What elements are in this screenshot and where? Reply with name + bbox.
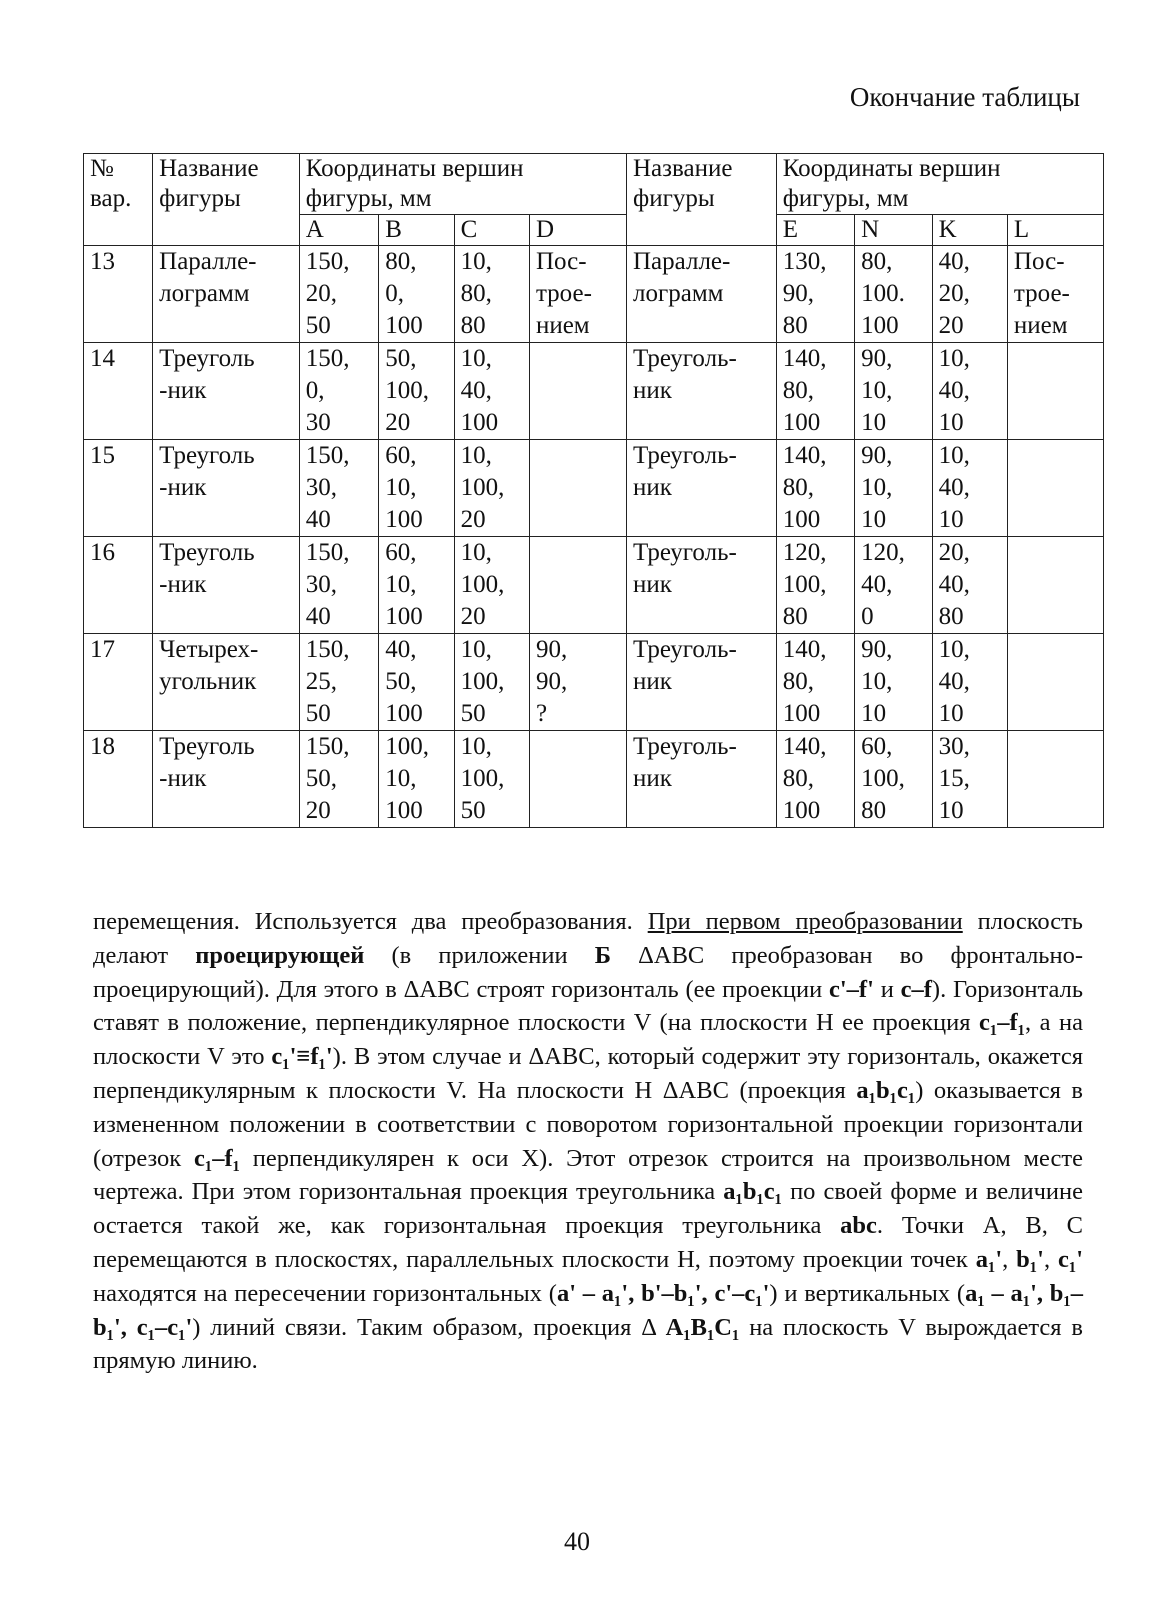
table-body xyxy=(84,246,1104,828)
header-variant: № вар. xyxy=(84,154,153,246)
table-cell: 150, 20, 50 xyxy=(299,246,378,343)
table-cell: 90, 10, 10 xyxy=(855,343,932,440)
header-coordinates-1: Координаты вершин фигуры, мм xyxy=(299,154,626,215)
text-run: на плоскость V вырождается в прямую линию. xyxy=(93,1313,1084,1375)
table-cell: Треуголь- ник xyxy=(627,731,777,828)
table-cell: 150, 0, 30 xyxy=(299,343,378,440)
bold-term: проецирующей xyxy=(195,941,365,969)
text-run: , xyxy=(1043,1245,1058,1273)
table-row xyxy=(84,343,1104,440)
text-run: . Точки A, B, C перемещаются в плоскостях, параллельных плоскости H, поэтому проекции точек xyxy=(93,1212,1083,1273)
text-run: находятся на пересечении горизонтальных ( xyxy=(93,1279,557,1307)
paragraph-text xyxy=(93,905,1083,1378)
table-cell: 10, 40, 100 xyxy=(454,343,529,440)
table-cell: 18 xyxy=(84,731,153,828)
table-cell: 10, 40, 10 xyxy=(932,634,1007,731)
table-cell: 150, 30, 40 xyxy=(299,440,378,537)
bold-term: A₁B₁C₁ xyxy=(665,1313,740,1341)
table-caption: Окончание таблицы xyxy=(849,82,1080,112)
text-run: (в приложении xyxy=(364,941,595,969)
text-run: ) и вертикальных ( xyxy=(769,1279,966,1307)
header-vertex-e: E xyxy=(776,215,854,246)
table-row xyxy=(84,731,1104,828)
table-cell: Треуголь -ник xyxy=(153,343,300,440)
table-cell: 10, 100, 20 xyxy=(454,440,529,537)
table-cell: 80, 0, 100 xyxy=(379,246,454,343)
table-cell: 140, 80, 100 xyxy=(776,731,854,828)
table-cell: 17 xyxy=(84,634,153,731)
text-run: и xyxy=(873,975,901,1003)
table-cell xyxy=(1007,634,1103,731)
table-cell: 10, 100, 20 xyxy=(454,537,529,634)
text-run: ). В этом случае и ΔABC, который содержит эту горизонталь, окажется перпендикулярным к плоскости V. На плоскости H ΔABC (проекция xyxy=(93,1043,1083,1104)
table-cell: 30, 15, 10 xyxy=(932,731,1007,828)
table-cell xyxy=(1007,731,1103,828)
table-cell: 90, 90, ? xyxy=(529,634,626,731)
table-cell xyxy=(529,343,626,440)
table-cell: 40, 50, 100 xyxy=(379,634,454,731)
table-row xyxy=(84,537,1104,634)
text-run: ΔABC преобразован во фронтально-проецирующий). Для этого в ΔABC строят горизонталь (ее проекции xyxy=(93,941,1083,1003)
table-cell: 10, 40, 10 xyxy=(932,440,1007,537)
table-cell: 150, 50, 20 xyxy=(299,731,378,828)
table-cell: 60, 10, 100 xyxy=(379,440,454,537)
header-vertex-k: K xyxy=(932,215,1007,246)
bold-term: a₁b₁c₁ xyxy=(723,1178,783,1206)
table-cell: 60, 100, 80 xyxy=(855,731,932,828)
text-run: ). Горизонталь ставят в положение, перпендикулярное плоскости V (на плоскости H ее проекция xyxy=(93,975,1083,1037)
table-cell: Треуголь- ник xyxy=(627,343,777,440)
table-cell: 10, 100, 50 xyxy=(454,634,529,731)
coordinates-table xyxy=(83,153,1104,828)
table-cell: 40, 20, 20 xyxy=(932,246,1007,343)
table-cell: 50, 100, 20 xyxy=(379,343,454,440)
table-cell xyxy=(529,537,626,634)
table-cell: 16 xyxy=(84,537,153,634)
header-figure-name-1: Название фигуры xyxy=(153,154,300,246)
header-vertex-a: A xyxy=(299,215,378,246)
table-cell: 20, 40, 80 xyxy=(932,537,1007,634)
table-cell: 120, 40, 0 xyxy=(855,537,932,634)
table-cell: 80, 100. 100 xyxy=(855,246,932,343)
bold-term: a' – a₁', b'–b₁', c'–c₁' xyxy=(556,1279,770,1307)
bold-term: a₁b₁c₁ xyxy=(856,1076,916,1104)
table-cell: 90, 10, 10 xyxy=(855,634,932,731)
table-row xyxy=(84,440,1104,537)
table-cell: Треуголь- ник xyxy=(627,634,777,731)
bold-term: a₁ – a₁', b₁–b₁', c₁–c₁' xyxy=(93,1279,1083,1341)
table-cell: 120, 100, 80 xyxy=(776,537,854,634)
text-run: перемещения. Используется два преобразования. xyxy=(93,908,648,935)
table-cell: 140, 80, 100 xyxy=(776,343,854,440)
table-cell: Паралле- лограмм xyxy=(153,246,300,343)
table-cell: Четырех- угольник xyxy=(153,634,300,731)
bold-term: c–f xyxy=(900,975,932,1003)
bold-term: c₁–f₁ xyxy=(979,1009,1026,1037)
table-cell: 150, 25, 50 xyxy=(299,634,378,731)
table-cell: Треуголь -ник xyxy=(153,440,300,537)
table-cell xyxy=(529,731,626,828)
table-cell xyxy=(1007,537,1103,634)
bold-term: a₁' xyxy=(975,1245,1003,1273)
table-cell: 15 xyxy=(84,440,153,537)
header-vertex-n: N xyxy=(855,215,932,246)
table-cell: 150, 30, 40 xyxy=(299,537,378,634)
header-figure-name-2: Название фигуры xyxy=(627,154,777,246)
table-row xyxy=(84,246,1104,343)
table-cell: 140, 80, 100 xyxy=(776,634,854,731)
body-paragraph xyxy=(93,905,1083,1378)
bold-term: c₁' xyxy=(1057,1245,1083,1273)
bold-term: abc xyxy=(840,1212,877,1240)
table-cell: Пос- трое- нием xyxy=(529,246,626,343)
table-cell: Треуголь -ник xyxy=(153,537,300,634)
table-cell: Треуголь- ник xyxy=(627,537,777,634)
text-run: , а на плоскости V это xyxy=(93,1009,1083,1071)
bold-term: Б xyxy=(594,941,611,969)
table-cell: Треуголь- ник xyxy=(627,440,777,537)
table-cell: Треуголь -ник xyxy=(153,731,300,828)
text-run: ) линий связи. Таким образом, проекция Δ xyxy=(192,1313,666,1341)
header-coordinates-2: Координаты вершин фигуры, мм xyxy=(776,154,1103,215)
bold-term: b₁' xyxy=(1016,1245,1044,1273)
table-cell: 10, 80, 80 xyxy=(454,246,529,343)
table-cell: 90, 10, 10 xyxy=(855,440,932,537)
underlined-term: При первом преобразовании xyxy=(647,908,963,935)
table-cell: 60, 10, 100 xyxy=(379,537,454,634)
table-cell: 10, 40, 10 xyxy=(932,343,1007,440)
bold-term: c'–f' xyxy=(829,975,874,1003)
table-cell xyxy=(1007,343,1103,440)
table-cell xyxy=(529,440,626,537)
table-cell: 13 xyxy=(84,246,153,343)
page-number: 40 xyxy=(564,1527,590,1556)
text-run: перпендикулярен к оси X). Этот отрезок строится на произвольном месте чертежа. При этом горизонтальная проекция треугольника xyxy=(93,1144,1083,1206)
bold-term: c₁–f₁ xyxy=(194,1144,240,1172)
header-vertex-b: B xyxy=(379,215,454,246)
text-run: , xyxy=(1002,1245,1017,1273)
table-row xyxy=(84,634,1104,731)
table-cell: 130, 90, 80 xyxy=(776,246,854,343)
table-cell: Паралле- лограмм xyxy=(627,246,777,343)
table-cell: 140, 80, 100 xyxy=(776,440,854,537)
table-cell xyxy=(1007,440,1103,537)
header-vertex-l: L xyxy=(1007,215,1103,246)
table-cell: 100, 10, 100 xyxy=(379,731,454,828)
table-cell: Пос- трое- нием xyxy=(1007,246,1103,343)
header-vertex-d: D xyxy=(529,215,626,246)
table-cell: 14 xyxy=(84,343,153,440)
text-run: ) оказывается в измененном положении в соответствии с поворотом горизонтальной проекции горизонтали (отрезок xyxy=(93,1076,1083,1172)
header-vertex-c: C xyxy=(454,215,529,246)
text-run: по своей форме и величине остается такой же, как горизонтальная проекция треугольника xyxy=(93,1178,1083,1240)
text-run: плоскость делают xyxy=(93,908,1083,969)
table-cell: 10, 100, 50 xyxy=(454,731,529,828)
bold-term: c₁'≡f₁' xyxy=(271,1043,333,1071)
